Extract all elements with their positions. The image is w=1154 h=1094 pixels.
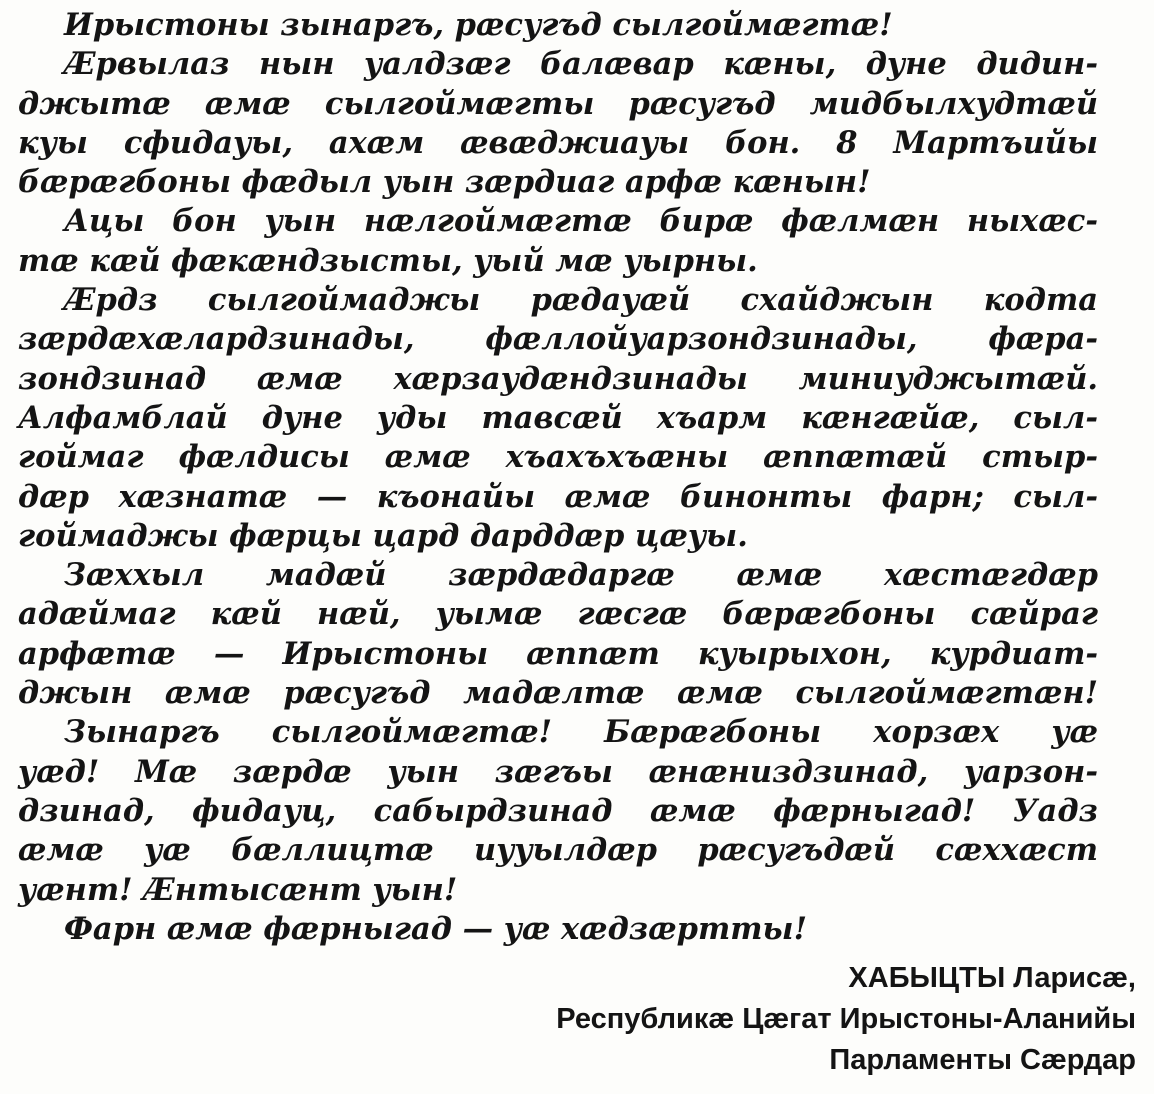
letter-line: дзинад, фидауц, сабырдзинад æмæ фæрныгад! Уадз: [18, 792, 1098, 829]
letter-line: Æрвылаз нын уалдзæг балæвар кæны, дуне дидин-: [64, 46, 1098, 83]
letter-line: Алфамблай дуне уды тавсæй хъарм кæнгæйæ, сыл-: [18, 399, 1098, 436]
letter-line: гоймаг фæлдисы æмæ хъахъхъæны æппæтæй стыр-: [18, 439, 1098, 476]
letter-line: Фарн æмæ фæрныгад — уæ хæдзæртты!: [64, 910, 807, 947]
letter-line: тæ кæй фæкæндзысты, уый мæ уырны.: [18, 242, 758, 279]
letter-line: бæрæгбоны фæдыл уын зæрдиаг арфæ кæнын!: [18, 164, 871, 201]
letter-line: уæнт! Æнтысæнт уын!: [18, 871, 458, 908]
letter-line: уæд! Мæ зæрдæ уын зæгъы æнæниздзинад, уарзон-: [18, 753, 1098, 790]
letter-line: зондзинад æмæ хæрзаудæндзинады миниуджытæй.: [18, 360, 1098, 397]
letter-line: адæймаг кæй нæй, уымæ гæсгæ бæрæгбоны сæйраг: [18, 596, 1098, 633]
signature-name: ХАБЫЦТЫ Ларисæ,: [848, 962, 1136, 994]
signature-block: [556, 958, 1136, 1081]
letter-line: джытæ æмæ сылгоймæгты рæсугъд мидбылхудтæй: [18, 85, 1098, 122]
letter-line: æмæ уæ бæллицтæ иууылдæр рæсугъдæй сæххæст: [18, 832, 1098, 869]
signature-position: Республикæ Цæгат Ирыстоны-Аланийы: [556, 1003, 1136, 1035]
letter-line: гоймаджы фæрцы цард дарддæр цæуы.: [18, 517, 748, 554]
letter-line: Зынаргъ сылгоймæгтæ! Бæрæгбоны хорзæх уæ: [64, 714, 1098, 751]
letter-line: Зæххыл мадæй зæрдæдаргæ æмæ хæстæгдæр: [64, 557, 1098, 594]
letter-line: Æрдз сылгоймаджы рæдауæй схайджын кодта: [64, 282, 1098, 319]
letter-line: джын æмæ рæсугъд мадæлтæ æмæ сылгоймæгтæн!: [18, 675, 1098, 712]
signature-title: Парламенты Сæрдар: [829, 1044, 1136, 1076]
letter-body: [18, 6, 1098, 949]
letter-line: Ацы бон уын нæлгоймæгтæ бирæ фæлмæн ныхæс-: [64, 203, 1098, 240]
letter-line: дæр хæзнатæ — къонайы æмæ бинонты фарн; сыл-: [18, 478, 1098, 515]
letter-line: Ирыстоны зынаргъ, рæсугъд сылгоймæгтæ!: [64, 7, 893, 43]
letter-line: куы сфидауы, ахæм æвæджиауы бон. 8 Мартъийы: [18, 124, 1098, 161]
letter-line: зæрдæхæлардзинады, фæллойуарзондзинады, фæра-: [18, 321, 1098, 358]
letter-line: арфæтæ — Ирыстоны æппæт куырыхон, курдиат-: [18, 635, 1098, 672]
